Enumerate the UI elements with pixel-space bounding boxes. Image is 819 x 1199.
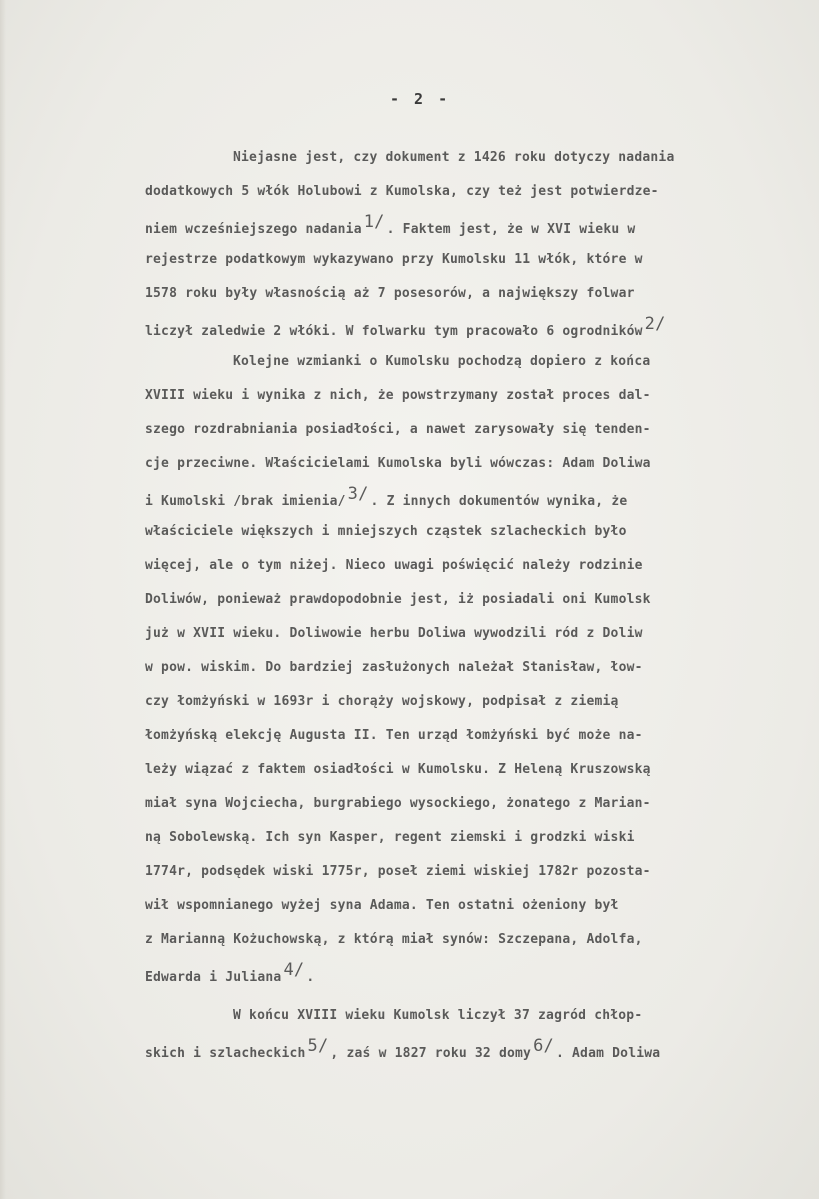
text-line: Doliwów, ponieważ prawdopodobnie jest, iż posiadali oni Kumolsk <box>145 592 651 607</box>
text-line: łomżyńską elekcję Augusta II. Ten urząd łomżyński być może na- <box>145 728 643 743</box>
text-line: skich i szlacheckich 5/ , zaś w 1827 roku 32 domy 6/ . Adam Doliwa <box>145 1036 661 1061</box>
text-line: czy łomżyński w 1693r i chorąży wojskowy, podpisał z ziemią <box>145 694 619 709</box>
footnote-ref: 1/ <box>363 212 385 232</box>
text-line: leży wiązać z faktem osiadłości w Kumolsku. Z Heleną Kruszowską <box>145 762 651 777</box>
text-line: XVIII wieku i wynika z nich, że powstrzymany został proces dal- <box>145 388 651 403</box>
text-line: właściciele większych i mniejszych cząstek szlacheckich było <box>145 524 627 539</box>
text-line: w pow. wiskim. Do bardziej zasłużonych należał Stanisław, łow- <box>145 660 643 675</box>
footnote-ref: 6/ <box>533 1036 554 1056</box>
text-line: rejestrze podatkowym wykazywano przy Kumolsku 11 włók, które w <box>145 252 643 267</box>
text-line: z Marianną Kożuchowską, z którą miał synów: Szczepana, Adolfa, <box>145 932 643 947</box>
text-line: W końcu XVIII wieku Kumolsk liczył 37 zagród chłop- <box>233 1008 643 1023</box>
footnote-ref: 3/ <box>347 484 369 504</box>
footnote-ref: 2/ <box>644 314 666 334</box>
text-line: miał syna Wojciecha, burgrabiego wysockiego, żonatego z Marian- <box>145 796 651 811</box>
text-line: cje przeciwne. Właścicielami Kumolska byli wówczas: Adam Doliwa <box>145 456 651 471</box>
text-line: więcej, ale o tym niżej. Nieco uwagi poświęcić należy rodzinie <box>145 558 643 573</box>
text-line: 1774r, podsędek wiski 1775r, poseł ziemi wiskiej 1782r pozosta- <box>145 864 651 879</box>
text-line: Edwarda i Juliana 4/ . <box>145 960 315 985</box>
text-line: liczył zaledwie 2 włóki. W folwarku tym pracowało 6 ogrodników 2/ <box>145 314 666 339</box>
text-line: 1578 roku były własnością aż 7 posesorów, a największy folwar <box>145 286 635 301</box>
footnote-ref: 4/ <box>283 960 305 980</box>
text-line: ną Sobolewską. Ich syn Kasper, regent ziemski i grodzki wiski <box>145 830 635 845</box>
footnote-ref: 5/ <box>307 1036 329 1056</box>
text-line: niem wcześniejszego nadania 1/ . Faktem jest, że w XVI wieku w <box>145 212 636 237</box>
text-line: wił wspomnianego wyżej syna Adama. Ten ostatni ożeniony był <box>145 898 619 913</box>
text-line: i Kumolski /brak imienia/ 3/ . Z innych dokumentów wynika, że <box>145 484 628 509</box>
text-line: szego rozdrabniania posiadłości, a nawet zarysowały się tenden- <box>145 422 651 437</box>
text-line: Kolejne wzmianki o Kumolsku pochodzą dopiero z końca <box>233 354 651 369</box>
text-line: już w XVII wieku. Doliwowie herbu Doliwa wywodzili ród z Doliw <box>145 626 643 641</box>
text-line: Niejasne jest, czy dokument z 1426 roku dotyczy nadania <box>233 150 675 165</box>
page-number: - 2 - <box>390 90 451 108</box>
text-line: dodatkowych 5 włók Holubowi z Kumolska, czy też jest potwierdze- <box>145 184 659 199</box>
